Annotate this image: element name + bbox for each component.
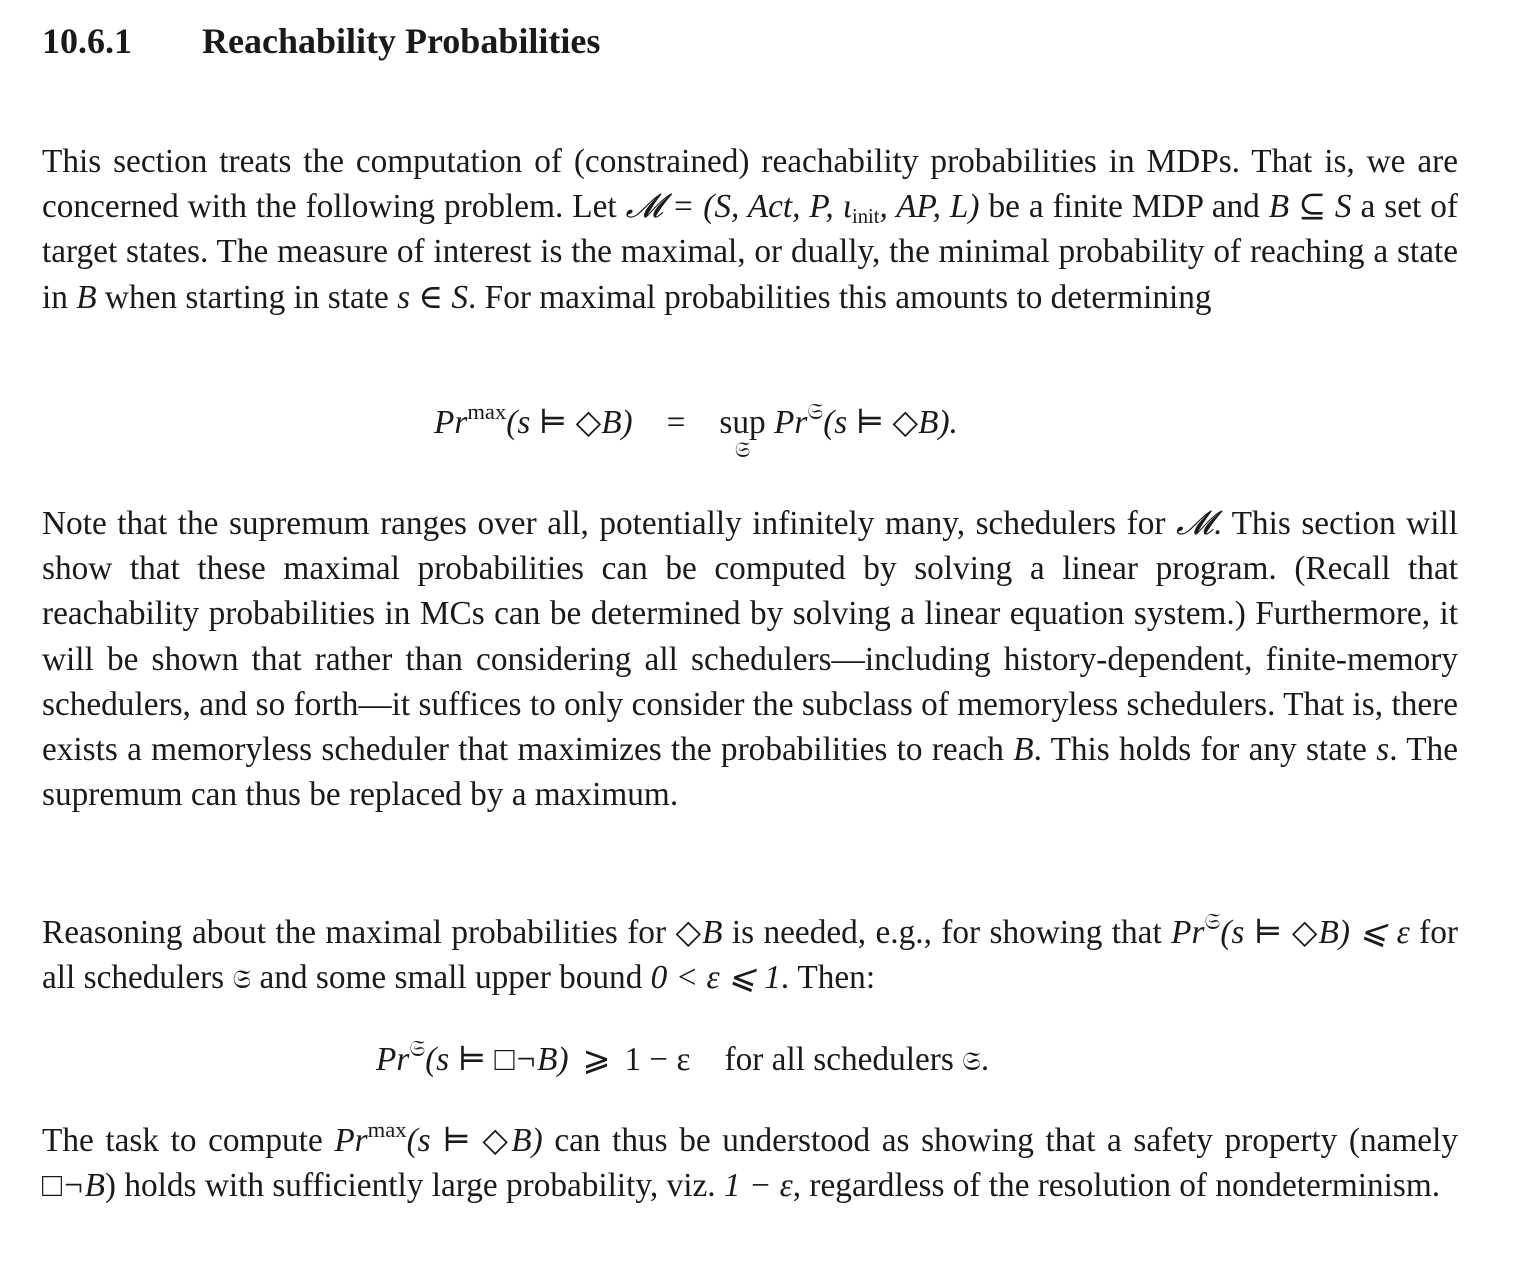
math-arg: (s ⊨ ◇B). <box>823 404 958 441</box>
math-M: 𝓜 <box>1176 505 1214 542</box>
math-s-in-S: s ∈ S <box>397 278 469 316</box>
sup-operator <box>719 400 766 463</box>
text: . This section will show that these maximal probabilities can be computed by solving a linear program. (Recall that reachability probabilities in MCs can be determined by solving a linear equation system.) Furthermore, it will be shown that rather than considering all schedulers—including history-dependent, finite-memory schedulers, and so forth—it suffices to only consider the subclass of memoryless schedulers. That is, there exists a memoryless scheduler that maximizes the probabilities to reach <box>42 505 1458 769</box>
paragraph-task <box>42 1118 1458 1208</box>
text: be a finite MDP and <box>979 188 1269 226</box>
paragraph-intro <box>42 139 1458 320</box>
math-superscript: 𝔖 <box>1204 908 1221 935</box>
math-subset: B ⊆ S <box>1268 188 1352 226</box>
math-safety: □¬B <box>42 1167 105 1205</box>
text: , regardless of the resolution of nondeterminism. <box>792 1167 1441 1205</box>
text: . For maximal probabilities this amounts to determining <box>468 278 1212 316</box>
text: for all schedulers <box>724 1041 963 1078</box>
equation-safety <box>376 1037 989 1084</box>
text: . <box>980 1041 990 1078</box>
math-geq: ⩾ <box>582 1041 611 1078</box>
math-superscript: max <box>467 398 507 424</box>
math-bound: 0 < ε ⩽ 1 <box>650 959 781 997</box>
text: . The supremum can thus be replaced by a maximum. <box>42 731 1458 814</box>
math-pr: Pr <box>334 1122 368 1159</box>
math-arg: (s ⊨ ◇B) <box>406 1122 543 1159</box>
text: for all schedulers <box>42 914 1458 997</box>
section-title: Reachability Probabilities <box>202 21 601 61</box>
text: . This holds for any state <box>1033 731 1377 769</box>
text: can thus be understood as showing that a safety property (namely <box>542 1122 1458 1159</box>
math-pr: Pr <box>434 404 468 441</box>
math-B: B <box>1013 731 1034 769</box>
math-scheduler: 𝔖 <box>232 964 252 996</box>
math-arg: (s ⊨ ◇B) <box>506 404 633 441</box>
math-rhs: 1 − ε <box>624 1041 691 1078</box>
math-eventually-B: ◇B <box>675 914 723 951</box>
paragraph-supremum <box>42 501 1458 817</box>
math-sup: sup <box>719 404 766 441</box>
text: when starting in state <box>96 278 398 316</box>
text: The task to compute <box>42 1122 335 1159</box>
text: This section treats the computation of (constrained) reachability probabilities in MDPs. That is, we are concerned with the following problem. Let <box>42 143 1458 226</box>
text: Note that the supremum ranges over all, potentially infinitely many, schedulers for <box>42 505 1177 542</box>
text: a set of target states. The measure of interest is the maximal, or dually, the minimal probability of reaching a state in <box>42 188 1458 316</box>
section-heading <box>42 20 600 62</box>
text: . Then: <box>780 959 876 997</box>
math-sup-subscript: 𝔖 <box>734 438 751 463</box>
math-scheduler: 𝔖 <box>962 1046 981 1077</box>
math-superscript: max <box>367 1116 407 1142</box>
math-arg: (s ⊨ ◇B) ⩽ ε <box>1220 914 1410 951</box>
math-subscript: init <box>851 206 880 229</box>
section-number: 10.6.1 <box>42 21 132 61</box>
math-model-end: , AP, L) <box>879 188 980 226</box>
math-arg: (s ⊨ □¬B) <box>425 1041 569 1078</box>
text: and some small upper bound <box>251 959 651 997</box>
math-equals: = <box>666 404 686 441</box>
math-model: 𝓜 = (S, Act, P, ι <box>625 188 852 226</box>
math-superscript: 𝔖 <box>807 398 824 425</box>
text: is needed, e.g., for showing that <box>722 914 1172 951</box>
paragraph-reasoning <box>42 910 1458 1002</box>
math-superscript: 𝔖 <box>409 1035 426 1062</box>
math-pr: Pr <box>774 404 808 441</box>
math-bound: 1 − ε <box>723 1167 793 1205</box>
text: Reasoning about the maximal probabilities for <box>42 914 676 951</box>
math-pr: Pr <box>1171 914 1205 951</box>
math-B: B <box>76 278 97 316</box>
math-pr: Pr <box>376 1041 410 1078</box>
math-s: s <box>1376 731 1390 769</box>
equation-pr-max <box>434 398 958 463</box>
text: ) holds with sufficiently large probability, viz. <box>104 1167 724 1205</box>
